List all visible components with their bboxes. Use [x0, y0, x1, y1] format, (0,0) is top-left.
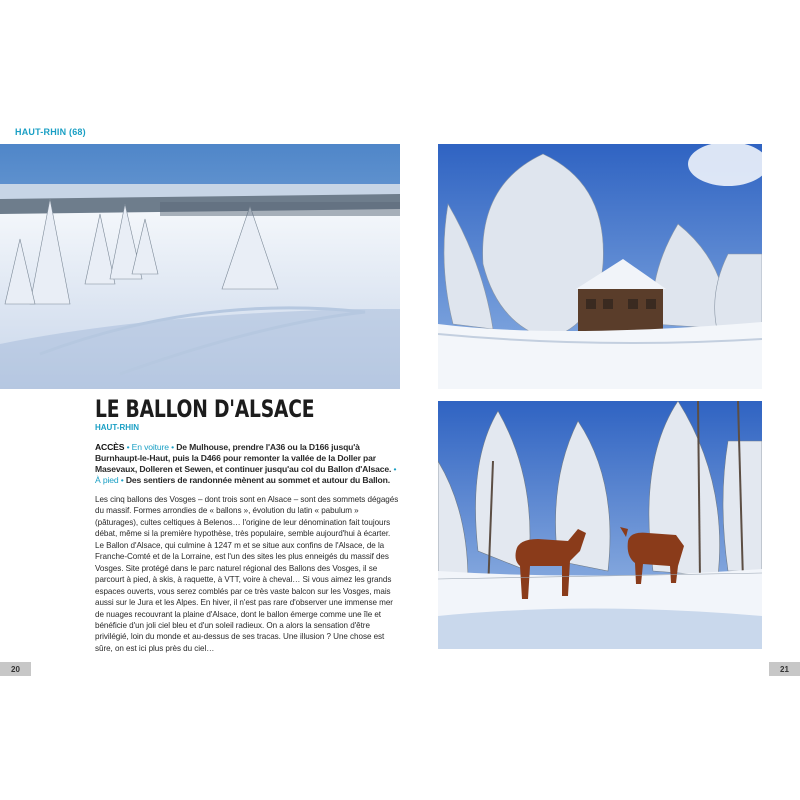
access-lead: ACCÈS [95, 442, 125, 452]
photo-chalet [438, 144, 762, 389]
article-title: LE BALLON D'ALSACE [95, 395, 315, 423]
page-number-left: 20 [0, 662, 31, 676]
access-foot-label: • À pied • [95, 464, 397, 485]
access-car-text: De Mulhouse, prendre l'A36 ou la D166 jusqu'à Burnhaupt-le-Haut, puis la D466 pour remonter la vallée de la Doller par Masevaux, Dolleren et Sewen, et continuer jusqu'au col du Ballon d'Alsace. [95, 442, 392, 474]
access-paragraph [95, 442, 400, 486]
photo-horses [438, 401, 762, 649]
article-body: Les cinq ballons des Vosges – dont trois sont en Alsace – sont des sommets dégagés du massif. Formes arrondies de « ballons », évolution du latin « pabulum » (pâturages), cultes celtiques à Belenos… l'origine de leur dénomination fait toujours débat, même si la première hypothèse, très populaire, semble aujourd'hui à écarter. Le Ballon d'Alsace, qui culmine à 1247 m et se situe aux confins de l'Alsace, de la Franche-Comté et de la Lorraine, est l'un des sites les plus enneigés du massif des Vosges. Site protégé dans le parc naturel régional des Ballons des Vosges, il se parcourt à pied, à skis, à raquette, à VTT, voire à cheval… Si vous aimez les grands espaces ouverts, vous serez comblés par ce très vaste balcon sur les Vosges, mais aussi sur le Jura et les Alpes. En hiver, il n'est pas rare d'observer une immense mer de nuages recouvrant la plaine d'Alsace, dont le ballon émerge comme une île et bénéficie d'un joli ciel bleu et d'un soleil radieux. On a alors la sensation d'être privilégié, loin du monde et au-dessus de ses tracas. Une illusion ? Une chose est sûre, on est ici plus près du ciel… [95, 495, 399, 653]
page-number-right: 21 [769, 662, 800, 676]
access-car-label: • En voiture • [124, 442, 177, 452]
region-tag: HAUT-RHIN (68) [15, 127, 86, 137]
access-foot-text: Des sentiers de randonnée mènent au sommet et autour du Ballon. [125, 475, 390, 485]
photo-snowy-firs [0, 144, 400, 389]
article-subtitle: HAUT-RHIN [95, 423, 139, 432]
